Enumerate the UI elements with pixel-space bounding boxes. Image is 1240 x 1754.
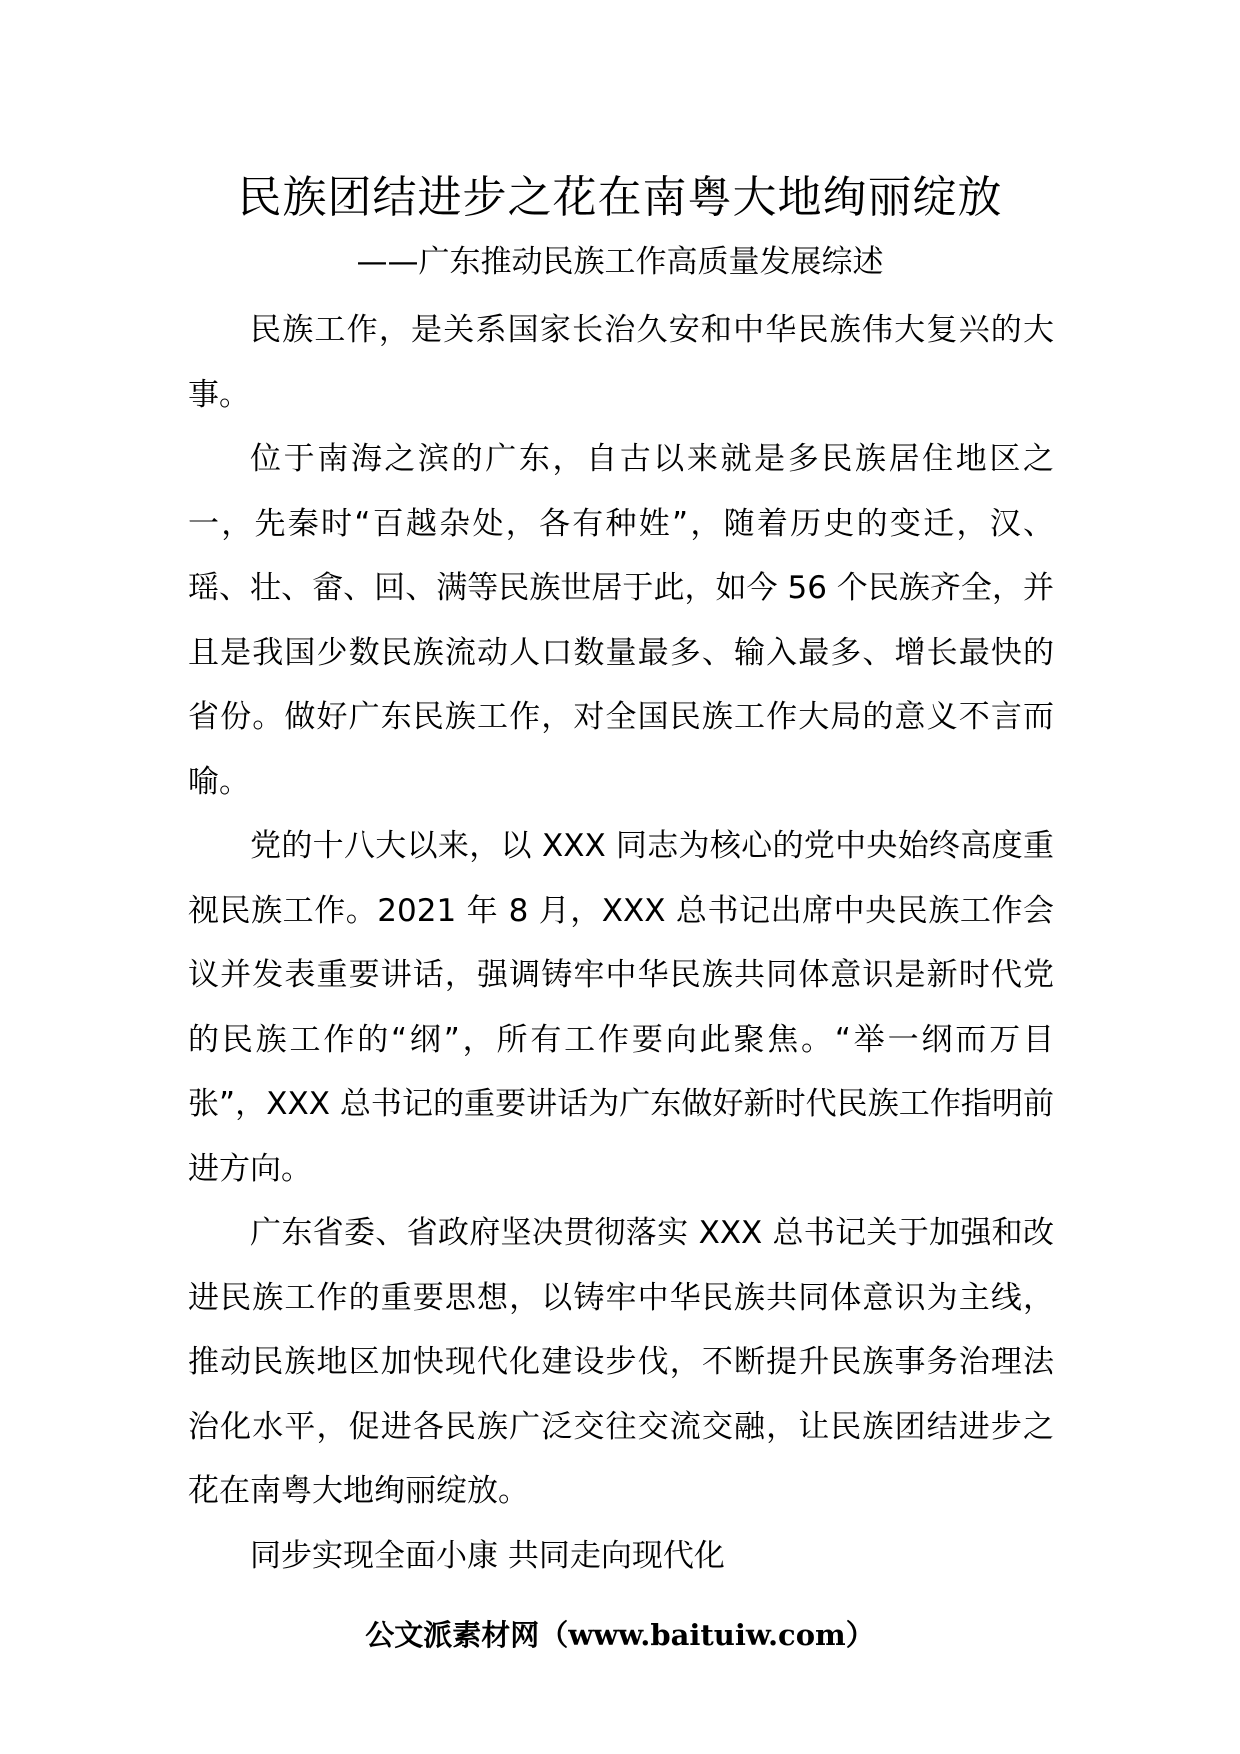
document-title: 民族团结进步之花在南粤大地绚丽绽放 xyxy=(237,172,1003,223)
document-body xyxy=(188,298,1054,1588)
footer-watermark: 公文派素材网（www.baituiw.com） xyxy=(365,1618,875,1652)
document-subtitle: ——广东推动民族工作高质量发展综述 xyxy=(356,244,884,280)
paragraph-2: 位于南海之滨的广东，自古以来就是多民族居住地区之一，先秦时“百越杂处，各有种姓”，随着历史的变迁，汉、瑶、壮、畲、回、满等民族世居于此，如今 56 个民族齐全，并且是我国少数民族流动人口数量最多、输入最多、增长最快的省份。做好广东民族工作，对全国民族工作大局的意义不言而喻。 xyxy=(188,441,1054,800)
section-heading: 同步实现全面小康 共同走向现代化 xyxy=(250,1537,725,1574)
paragraph-1: 民族工作，是关系国家长治久安和中华民族伟大复兴的大事。 xyxy=(188,312,1054,413)
paragraph-3: 党的十八大以来，以 XXX 同志为核心的党中央始终高度重视民族工作。2021 年 8 月，XXX 总书记出席中央民族工作会议并发表重要讲话，强调铸牢中华民族共同体意识是新时代党的民族工作的“纲”，所有工作要向此聚焦。“举一纲而万目张”，XXX 总书记的重要讲话为广东做好新时代民族工作指明前进方向。 xyxy=(188,828,1054,1187)
paragraph-4: 广东省委、省政府坚决贯彻落实 XXX 总书记关于加强和改进民族工作的重要思想，以铸牢中华民族共同体意识为主线，推动民族地区加快现代化建设步伐，不断提升民族事务治理法治化水平，促进各民族广泛交往交流交融，让民族团结进步之花在南粤大地绚丽绽放。 xyxy=(188,1215,1054,1509)
